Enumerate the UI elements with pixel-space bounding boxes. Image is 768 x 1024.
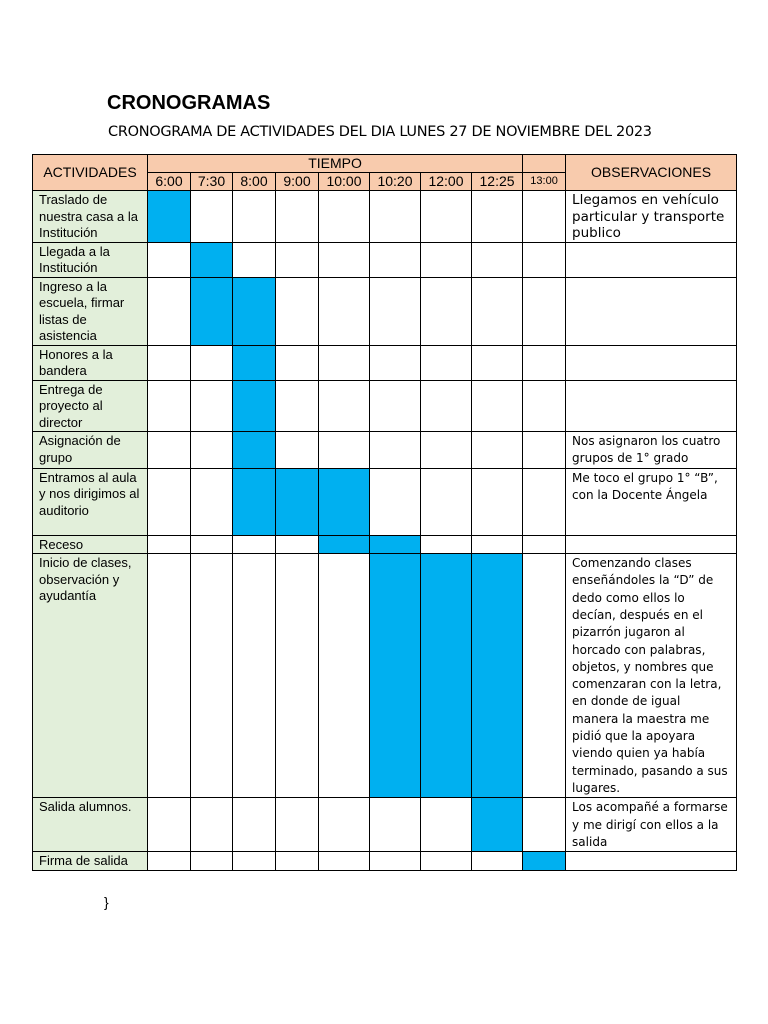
observation-cell <box>566 380 737 432</box>
time-cell <box>148 345 191 380</box>
time-cell <box>523 468 566 535</box>
time-cell <box>148 242 191 277</box>
time-cell <box>148 554 191 798</box>
time-cell <box>523 345 566 380</box>
time-cell <box>421 345 472 380</box>
time-cell <box>370 468 421 535</box>
time-cell-filled <box>523 852 566 871</box>
header-blank-cell <box>523 155 566 173</box>
activity-cell: Receso <box>33 535 148 554</box>
activity-cell: Llegada a la Institución <box>33 242 148 277</box>
table-row <box>33 798 737 852</box>
time-slot: 9:00 <box>276 173 319 191</box>
time-cell-filled <box>472 798 523 852</box>
table-row <box>33 345 737 380</box>
time-cell-filled <box>191 242 233 277</box>
time-cell <box>319 345 370 380</box>
time-cell <box>421 242 472 277</box>
observation-cell <box>566 242 737 277</box>
header-row-1 <box>33 155 737 173</box>
time-cell <box>191 191 233 243</box>
activity-cell: Entrega de proyecto al director <box>33 380 148 432</box>
time-cell-filled <box>233 380 276 432</box>
time-cell <box>276 191 319 243</box>
time-cell <box>148 468 191 535</box>
time-cell <box>319 277 370 345</box>
table-row <box>33 432 737 469</box>
observation-cell: Llegamos en vehículo particular y transporte publico <box>566 191 737 243</box>
time-cell <box>233 554 276 798</box>
time-slot: 8:00 <box>233 173 276 191</box>
time-cell-filled <box>370 554 421 798</box>
time-cell-filled <box>472 554 523 798</box>
table-row <box>33 277 737 345</box>
time-cell-filled <box>148 191 191 243</box>
time-cell-filled <box>233 468 276 535</box>
time-cell <box>472 277 523 345</box>
activity-cell: Inicio de clases, observación y ayudantía <box>33 554 148 798</box>
time-cell <box>233 242 276 277</box>
time-cell <box>370 191 421 243</box>
time-cell <box>276 345 319 380</box>
header-activities: ACTIVIDADES <box>33 155 148 191</box>
time-cell <box>319 242 370 277</box>
time-cell <box>148 535 191 554</box>
time-cell <box>319 852 370 871</box>
activity-cell: Ingreso a la escuela, firmar listas de asistencia <box>33 277 148 345</box>
activity-cell: Firma de salida <box>33 852 148 871</box>
time-cell-filled <box>319 535 370 554</box>
time-cell-filled <box>319 468 370 535</box>
time-cell <box>523 432 566 469</box>
time-cell <box>523 277 566 345</box>
table-row <box>33 554 737 798</box>
time-cell <box>276 535 319 554</box>
time-cell <box>421 798 472 852</box>
time-cell <box>421 277 472 345</box>
time-cell <box>276 852 319 871</box>
time-cell <box>421 468 472 535</box>
observation-cell <box>566 535 737 554</box>
table-row <box>33 191 737 243</box>
time-cell-filled <box>191 277 233 345</box>
time-cell <box>421 852 472 871</box>
activity-cell: Honores a la bandera <box>33 345 148 380</box>
time-cell <box>472 191 523 243</box>
time-cell <box>191 380 233 432</box>
observation-cell <box>566 277 737 345</box>
time-cell <box>233 852 276 871</box>
time-cell <box>191 432 233 469</box>
time-slot: 12:00 <box>421 173 472 191</box>
time-cell <box>370 345 421 380</box>
time-cell <box>472 242 523 277</box>
time-cell <box>523 535 566 554</box>
observation-cell: Me toco el grupo 1° “B”, con la Docente Ángela <box>566 468 737 535</box>
activity-cell: Asignación de grupo <box>33 432 148 469</box>
time-cell <box>191 852 233 871</box>
time-cell-filled <box>421 554 472 798</box>
observation-cell: Los acompañé a formarse y me dirigí con ellos a la salida <box>566 798 737 852</box>
time-cell <box>421 191 472 243</box>
time-cell <box>319 798 370 852</box>
time-slot: 10:00 <box>319 173 370 191</box>
time-cell <box>148 852 191 871</box>
time-cell <box>233 798 276 852</box>
time-cell <box>370 798 421 852</box>
table-row <box>33 852 737 871</box>
time-cell <box>191 798 233 852</box>
time-cell <box>233 191 276 243</box>
table-row <box>33 380 737 432</box>
time-cell <box>191 554 233 798</box>
observation-cell: Nos asignaron los cuatro grupos de 1° grado <box>566 432 737 469</box>
observation-cell <box>566 345 737 380</box>
time-cell <box>148 380 191 432</box>
time-cell <box>421 380 472 432</box>
schedule-table <box>32 154 737 871</box>
time-cell <box>319 432 370 469</box>
time-cell <box>319 191 370 243</box>
page-subtitle: CRONOGRAMA DE ACTIVIDADES DEL DIA LUNES 27 DE NOVIEMBRE DEL 2023 <box>108 124 652 140</box>
time-cell <box>523 798 566 852</box>
time-cell <box>421 535 472 554</box>
time-cell-filled <box>233 277 276 345</box>
time-cell <box>523 554 566 798</box>
table-row <box>33 468 737 535</box>
time-cell-filled <box>233 345 276 380</box>
time-cell <box>276 380 319 432</box>
time-cell <box>276 432 319 469</box>
time-cell <box>523 191 566 243</box>
time-cell <box>276 798 319 852</box>
time-cell-filled <box>276 468 319 535</box>
time-cell <box>472 380 523 432</box>
time-cell <box>421 432 472 469</box>
observation-cell: Comenzando clases enseñándoles la “D” de dedo como ellos lo decían, después en el pizarrón jugaron al horcado con palabras, objetos, y nombres que comenzaran con la letra, en donde de igual manera la maestra me pidió que la apoyara viendo quien ya había terminado, pasando a sus lugares. <box>566 554 737 798</box>
time-cell <box>319 380 370 432</box>
time-cell <box>319 554 370 798</box>
time-cell <box>472 345 523 380</box>
time-cell <box>370 242 421 277</box>
time-cell <box>191 535 233 554</box>
time-cell <box>472 852 523 871</box>
time-cell <box>233 535 276 554</box>
header-observations: OBSERVACIONES <box>566 155 737 191</box>
header-time: TIEMPO <box>148 155 523 173</box>
observation-cell <box>566 852 737 871</box>
time-cell-filled <box>233 432 276 469</box>
time-cell <box>276 554 319 798</box>
time-cell <box>472 432 523 469</box>
activity-cell: Traslado de nuestra casa a la Institución <box>33 191 148 243</box>
time-cell-filled <box>370 535 421 554</box>
time-cell <box>523 242 566 277</box>
time-cell <box>148 277 191 345</box>
time-cell <box>191 345 233 380</box>
time-cell <box>370 852 421 871</box>
time-cell <box>472 468 523 535</box>
time-cell <box>276 277 319 345</box>
time-cell <box>370 277 421 345</box>
table-row <box>33 535 737 554</box>
activity-cell: Entramos al aula y nos dirigimos al auditorio <box>33 468 148 535</box>
time-cell <box>148 798 191 852</box>
page-title: CRONOGRAMAS <box>107 92 271 114</box>
time-cell <box>370 432 421 469</box>
time-slot: 6:00 <box>148 173 191 191</box>
time-cell <box>148 432 191 469</box>
time-slot: 7:30 <box>191 173 233 191</box>
time-cell <box>276 242 319 277</box>
activity-cell: Salida alumnos. <box>33 798 148 852</box>
time-cell <box>191 468 233 535</box>
time-cell <box>370 380 421 432</box>
time-cell <box>472 535 523 554</box>
time-cell <box>523 380 566 432</box>
time-slot: 10:20 <box>370 173 421 191</box>
time-slot: 12:25 <box>472 173 523 191</box>
footer-mark: } <box>104 894 109 910</box>
table-row <box>33 242 737 277</box>
time-slot: 13:00 <box>523 173 566 191</box>
